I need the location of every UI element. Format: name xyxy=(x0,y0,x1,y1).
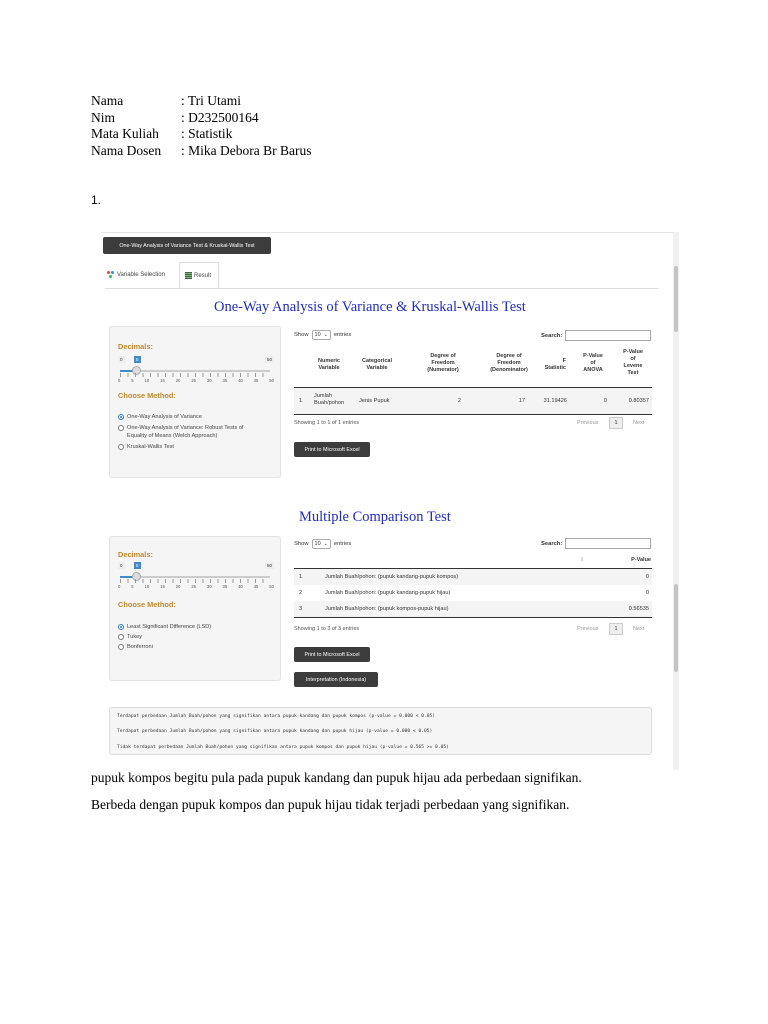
choose-method-label: Choose Method: xyxy=(118,391,176,400)
method-label: Least Significant Difference (LSD) xyxy=(127,624,212,630)
table-bottom-rule xyxy=(294,414,652,415)
col-text: Variable xyxy=(366,365,388,371)
col-pvalue[interactable] xyxy=(617,557,651,564)
chevron-down-icon: ⌄ xyxy=(323,332,328,338)
tick-label: 0 xyxy=(118,584,121,589)
cell-text: Buah/pohon xyxy=(314,400,345,406)
tick-label: 45 xyxy=(253,378,259,383)
method-label-line1: One-Way Analysis of Variance: Robust Tests of xyxy=(127,425,244,431)
variable-icon xyxy=(107,271,115,279)
col-text: Degree of xyxy=(430,353,456,359)
cell-index: 2 xyxy=(299,590,303,596)
info-value: : D232500164 xyxy=(181,109,259,125)
col-sort-indicator[interactable] xyxy=(579,557,585,564)
tick-label: 10 xyxy=(144,378,150,383)
tick-label: 50 xyxy=(269,584,274,589)
test-header-button[interactable]: One-Way Analysis of Variance Test & Kruskal-Wallis Test xyxy=(103,237,271,254)
cell-comparison: Jumlah Buah/pohon: (pupuk kompos-pupuk hijau) xyxy=(325,606,449,612)
method-label: One-Way Analysis of Variance xyxy=(127,414,202,420)
cell-comparison: Jumlah Buah/pohon: (pupuk kandang-pupuk hijau) xyxy=(325,590,451,596)
embedded-app-screenshot xyxy=(101,228,679,770)
conclusion-line-1: pupuk kompos begitu pula pada pupuk kandang dan pupuk hijau ada perbedaan signifikan. xyxy=(91,770,582,785)
col-text: Categorical xyxy=(362,358,392,364)
method-label-line2: Equality of Means (Welch Approach) xyxy=(127,433,218,439)
interpretation-button[interactable]: Interpretation (Indonesia) xyxy=(294,672,378,687)
anova-next-link[interactable]: Next xyxy=(633,420,645,426)
cell-text: Jumlah xyxy=(314,393,333,399)
mc-settings-panel xyxy=(109,536,281,681)
slider-max-tag: 50 xyxy=(266,357,272,362)
interpretation-line: Terdapat perbedaan Jumlah Buah/pohon yang signifikan antara pupuk kandang dan pupuk kompos (p-value = 0.000 < 0.05) xyxy=(117,714,436,719)
entries-select[interactable] xyxy=(312,539,331,549)
col-text: Freedom xyxy=(497,360,521,366)
col-text: Levene xyxy=(623,363,643,369)
show-label: Show xyxy=(294,332,309,338)
tick-label: 45 xyxy=(253,584,259,589)
col-numeric-variable[interactable] xyxy=(309,358,349,372)
slider-track xyxy=(120,370,270,372)
col-text: P-Value xyxy=(623,349,643,355)
tick-label: 20 xyxy=(175,584,181,589)
tick-label: 35 xyxy=(222,584,228,589)
tick-label: 40 xyxy=(238,584,243,589)
tick-label: 20 xyxy=(175,378,181,383)
entries-label: entries xyxy=(333,541,352,547)
interpretation-line: Tidak terdapat perbedaan Jumlah Buah/pohon yang signifikan antara pupuk kompos dan pupuk hijau (p-value = 0.565 >= 0.05) xyxy=(117,745,449,750)
mc-page-1[interactable]: 1 xyxy=(609,623,623,635)
col-text: of xyxy=(630,356,636,362)
info-label: Nama Dosen xyxy=(91,142,162,158)
col-f-statistic[interactable] xyxy=(536,358,566,372)
method-option-kruskal[interactable] xyxy=(118,443,174,451)
cell-index: 1 xyxy=(299,574,303,580)
radio-selected-icon[interactable] xyxy=(118,624,124,630)
tick-label: 15 xyxy=(160,584,165,589)
col-df-numerator[interactable] xyxy=(413,353,473,374)
conclusion-line-2: Berbeda dengan pupuk kompos dan pupuk hijau tidak terjadi perbedaan yang signifikan. xyxy=(91,797,570,812)
slider-track xyxy=(120,576,270,578)
anova-title: One-Way Analysis of Variance & Kruskal-Wallis Test xyxy=(214,299,526,315)
tab-label: Result xyxy=(194,272,212,279)
cell-pvalue-anova: 0 xyxy=(603,398,607,404)
anova-settings-panel xyxy=(109,326,281,478)
mc-print-excel-button[interactable]: Print to Microsoft Excel xyxy=(294,647,370,662)
radio-icon[interactable] xyxy=(118,634,124,640)
mc-previous-link[interactable]: Previous xyxy=(577,626,599,632)
mc-title: Multiple Comparison Test xyxy=(299,509,451,525)
show-label: Show xyxy=(294,541,309,547)
col-text: Statistic xyxy=(544,365,566,371)
col-text: (Denominator) xyxy=(490,367,528,373)
info-label: Nama xyxy=(91,93,124,108)
tick-label: 25 xyxy=(191,378,196,383)
col-text: Freedom xyxy=(431,360,455,366)
col-categorical-variable[interactable] xyxy=(355,358,399,372)
cell-comparison: Jumlah Buah/pohon: (pupuk kandang-pupuk kompos) xyxy=(325,574,459,580)
info-label: Mata Kuliah xyxy=(91,126,159,142)
tabs-divider xyxy=(105,288,659,289)
col-text: of xyxy=(590,360,596,366)
decimals-label: Decimals: xyxy=(118,550,153,559)
col-pvalue-levene[interactable] xyxy=(615,349,651,377)
cell-df-denominator: 17 xyxy=(518,398,525,404)
info-value: : Statistik xyxy=(181,126,233,142)
tick-label: 5 xyxy=(131,584,134,589)
tick-label: 0 xyxy=(118,378,121,383)
scrollbar[interactable] xyxy=(673,232,679,770)
tab-label: Variable Selection xyxy=(117,272,165,278)
cell-df-numerator: 2 xyxy=(457,398,461,404)
slider-max-tag: 50 xyxy=(266,563,272,568)
cell-pvalue: 0 xyxy=(645,574,649,580)
tick-label: 30 xyxy=(206,584,212,589)
anova-search-input[interactable] xyxy=(565,330,651,341)
search-label: Search: xyxy=(541,333,563,339)
tick-label: 10 xyxy=(144,584,150,589)
method-option-welch[interactable] xyxy=(118,424,243,440)
info-value: : Tri Utami xyxy=(181,93,242,108)
method-label: Kruskal-Wallis Test xyxy=(127,444,174,450)
cell-numeric-variable xyxy=(314,393,344,407)
anova-page-1[interactable]: 1 xyxy=(609,417,623,429)
tick-label: 25 xyxy=(191,584,196,589)
method-option-anova[interactable] xyxy=(118,413,202,421)
scrollbar-thumb-lower[interactable] xyxy=(674,584,678,672)
cell-pvalue: 0 xyxy=(645,590,649,596)
interpretation-line: Terdapat perbedaan Jumlah Buah/pohon yang signifikan antara pupuk kandang dan pupuk hijau (p-value = 0.000 < 0.05) xyxy=(117,729,433,734)
interpretation-output xyxy=(109,707,652,755)
col-text: P-Value xyxy=(583,353,603,359)
slider-ticks xyxy=(120,579,270,583)
tick-label: 35 xyxy=(222,378,228,383)
col-pvalue-anova[interactable] xyxy=(575,353,611,374)
mc-search-input[interactable] xyxy=(565,538,651,549)
method-label: Tukey xyxy=(127,634,143,640)
top-divider xyxy=(101,232,679,233)
tab-result[interactable] xyxy=(179,262,219,288)
col-text: Degree of xyxy=(496,353,522,359)
sort-icon: ⇕ xyxy=(579,557,585,563)
tick-label: 15 xyxy=(160,378,165,383)
student-info xyxy=(91,93,311,159)
info-row-lecturer xyxy=(91,143,311,160)
slider-value-tag: 5 xyxy=(136,563,139,568)
anova-previous-link[interactable]: Previous xyxy=(577,420,599,426)
anova-length-control xyxy=(294,330,351,340)
mc-showing-info: Showing 1 to 3 of 3 entries xyxy=(294,626,360,632)
scrollbar-thumb[interactable] xyxy=(674,266,678,332)
info-row-course xyxy=(91,126,311,143)
decimals-label: Decimals: xyxy=(118,342,153,351)
table-icon xyxy=(185,272,192,279)
radio-icon[interactable] xyxy=(118,644,124,650)
slider-min-tag: 0 xyxy=(120,563,123,568)
chevron-down-icon: ⌄ xyxy=(323,541,328,547)
mc-length-control xyxy=(294,539,351,549)
cell-index: 1 xyxy=(299,398,303,404)
method-label: Bonferroni xyxy=(127,644,153,650)
tab-variable-selection[interactable] xyxy=(107,262,165,288)
radio-icon[interactable] xyxy=(118,425,124,431)
cell-f-statistic: 31.19426 xyxy=(543,398,567,404)
info-row-name xyxy=(91,93,311,110)
anova-print-excel-button[interactable]: Print to Microsoft Excel xyxy=(294,442,370,457)
method-option-lsd[interactable] xyxy=(118,623,211,631)
anova-showing-info: Showing 1 to 1 of 1 entries xyxy=(294,420,360,426)
slider-ticks xyxy=(120,373,270,377)
radio-selected-icon[interactable] xyxy=(118,414,124,420)
entries-label: entries xyxy=(333,332,352,338)
tick-label: 40 xyxy=(238,378,243,383)
col-text: Test xyxy=(627,370,639,376)
col-text: P-Value xyxy=(631,557,651,563)
col-text: (Numerator) xyxy=(427,367,459,373)
cell-pvalue: 0.56535 xyxy=(628,606,649,612)
choose-method-label: Choose Method: xyxy=(118,600,176,609)
entries-value: 10 xyxy=(314,541,321,547)
entries-select[interactable] xyxy=(312,330,331,340)
tick-label: 5 xyxy=(131,378,134,383)
info-row-nim xyxy=(91,110,311,127)
search-label: Search: xyxy=(541,541,563,547)
info-value: : Mika Debora Br Barus xyxy=(181,142,312,158)
slider-value-tag: 5 xyxy=(136,357,139,362)
entries-value: 10 xyxy=(314,332,321,338)
cell-pvalue-levene: 0.80357 xyxy=(628,398,649,404)
cell-categorical-variable: Jenis Pupuk xyxy=(359,398,390,404)
slider-tick-labels xyxy=(118,584,274,589)
method-option-bonferroni[interactable] xyxy=(118,643,153,651)
col-df-denominator[interactable] xyxy=(479,353,539,374)
method-option-tukey[interactable] xyxy=(118,633,142,641)
mc-decimals-slider[interactable] xyxy=(118,562,274,592)
slider-min-tag: 0 xyxy=(120,357,123,362)
mc-next-link[interactable]: Next xyxy=(633,626,645,632)
col-text: Numeric xyxy=(317,358,340,364)
cell-index: 3 xyxy=(299,606,303,612)
tick-label: 30 xyxy=(206,378,212,383)
col-text: ANOVA xyxy=(583,367,603,373)
col-text: F xyxy=(562,358,566,364)
table-bottom-rule xyxy=(294,617,652,618)
method-label xyxy=(127,424,243,440)
question-number: 1. xyxy=(91,193,102,207)
decimals-slider[interactable] xyxy=(118,356,274,386)
info-label: Nim xyxy=(91,109,116,125)
col-text: Variable xyxy=(318,365,340,371)
tick-label: 50 xyxy=(269,378,274,383)
slider-tick-labels xyxy=(118,378,274,383)
radio-icon[interactable] xyxy=(118,444,124,450)
